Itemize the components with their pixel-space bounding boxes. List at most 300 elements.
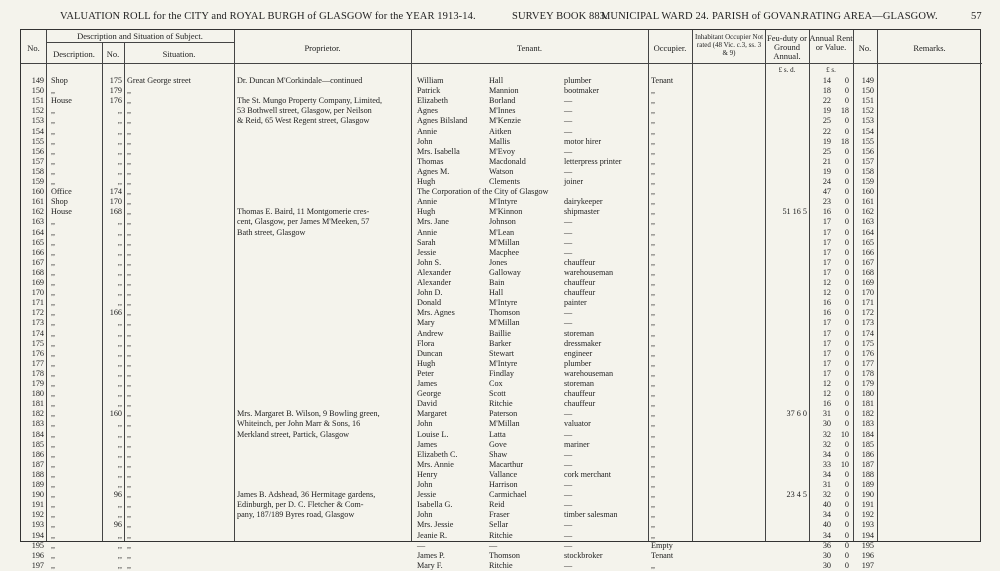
street-number-cell: 166: [109, 308, 122, 318]
description-cell: Shop: [51, 197, 68, 207]
rent-shillings-cell: 0: [844, 550, 849, 560]
tenant-first-name-cell: Thomas: [417, 156, 444, 166]
tenant-trade-cell: —: [564, 480, 573, 489]
rent-pounds-cell: 16: [822, 207, 831, 217]
description-cell: ,,: [51, 480, 56, 489]
tenant-trade-cell: —: [564, 530, 573, 540]
street-number-cell: ,,: [117, 136, 122, 146]
rent-shillings-cell: 0: [844, 166, 849, 176]
tenant-trade-cell: chauffeur: [564, 257, 596, 267]
rent-pounds-cell: 33: [822, 459, 831, 469]
rent-pounds-cell: 40: [822, 520, 831, 530]
occupier-cell: ,,: [651, 348, 656, 358]
occupier-cell: ,,: [651, 267, 656, 277]
tenant-first-name-cell: Duncan: [417, 348, 443, 358]
rent-pounds-cell: 25: [822, 146, 831, 156]
occupier-cell: ,,: [651, 166, 656, 176]
description-cell: ,,: [51, 368, 56, 378]
parish: PARISH of GOVAN.: [712, 11, 804, 22]
valuation-table: [20, 29, 981, 570]
street-number-cell: ,,: [117, 429, 122, 439]
rent-pounds-cell: 30: [822, 550, 831, 560]
row-number-right: 163: [861, 217, 874, 227]
row-number-right: 166: [861, 247, 874, 257]
rent-pounds-cell: 24: [822, 177, 831, 186]
rent-shillings-cell: 0: [844, 530, 849, 540]
street-number-cell: ,,: [117, 126, 122, 136]
rent-pounds-cell: 40: [822, 500, 831, 510]
tenant-surname-cell: M'Intyre: [489, 298, 518, 308]
feuduty-units: £ s. d.: [778, 66, 796, 74]
tenant-trade-cell: —: [564, 449, 573, 459]
rent-shillings-cell: 0: [844, 328, 849, 338]
description-cell: ,,: [51, 510, 56, 520]
row-number: 154: [31, 126, 44, 136]
rent-pounds-cell: 12: [822, 288, 831, 298]
proprietor-cell: James B. Adshead, 36 Hermitage gardens,: [237, 490, 376, 500]
description-cell: ,,: [51, 338, 56, 348]
col-situation-header: Situation.: [162, 49, 196, 59]
table-row: [21, 470, 982, 480]
tenant-surname-cell: Thomson: [489, 550, 520, 560]
street-number-cell: ,,: [117, 166, 122, 176]
street-number-cell: 170: [109, 197, 122, 207]
tenant-trade-cell: —: [564, 237, 573, 247]
row-number: 180: [31, 389, 44, 399]
row-number: 176: [31, 348, 44, 358]
row-number-right: 180: [861, 389, 874, 399]
row-number-right: 150: [861, 86, 874, 96]
tenant-surname-cell: M'Millan: [489, 237, 520, 247]
rent-pounds-cell: 17: [822, 267, 831, 277]
occupier-cell: ,,: [651, 520, 656, 530]
row-number-right: 170: [861, 288, 874, 298]
row-number: 158: [31, 166, 44, 176]
rent-shillings-cell: 0: [844, 257, 849, 267]
row-number-right: 175: [861, 338, 874, 348]
description-cell: ,,: [51, 328, 56, 338]
table-row: [21, 96, 982, 106]
table-row: [21, 268, 982, 278]
row-number: 153: [31, 116, 44, 126]
tenant-first-name-cell: Annie: [417, 197, 438, 207]
table-row: [21, 318, 982, 328]
rent-pounds-cell: 23: [822, 197, 831, 207]
tenant-trade-cell: valuator: [564, 419, 591, 429]
tenant-first-name-cell: Alexander: [417, 278, 452, 287]
table-row: [21, 258, 982, 268]
occupier-cell: ,,: [651, 560, 656, 570]
row-number-right: 186: [861, 449, 874, 459]
row-number-right: 181: [861, 399, 874, 409]
table-row: [21, 197, 982, 207]
occupier-cell: ,,: [651, 439, 656, 449]
street-number-cell: ,,: [117, 318, 122, 328]
street-number-cell: 160: [109, 409, 122, 419]
occupier-cell: Tenant: [651, 76, 674, 85]
tenant-trade-cell: —: [564, 166, 573, 176]
rent-pounds-cell: 17: [822, 217, 831, 227]
rent-shillings-cell: 0: [844, 288, 849, 298]
table-row: [21, 157, 982, 167]
tenant-first-name-cell: Mrs. Jessie: [417, 520, 454, 530]
street-number-cell: 179: [109, 86, 122, 96]
occupier-cell: ,,: [651, 177, 656, 186]
tenant-first-name-cell: Agnes Bilsland: [417, 116, 468, 126]
street-number-cell: ,,: [117, 247, 122, 257]
occupier-cell: ,,: [651, 318, 656, 328]
row-number: 165: [31, 237, 44, 247]
tenant-trade-cell: cork merchant: [564, 469, 612, 479]
situation-cell: ,,: [127, 490, 132, 500]
row-number-right: 162: [861, 207, 874, 217]
occupier-cell: ,,: [651, 298, 656, 308]
tenant-surname-cell: M'Evoy: [489, 146, 516, 156]
rent-shillings-cell: 0: [844, 197, 849, 207]
tenant-surname-cell: Clements: [489, 177, 520, 186]
rent-pounds-cell: 12: [822, 379, 831, 388]
rent-shillings-cell: 0: [844, 419, 849, 429]
rent-pounds-cell: 17: [822, 358, 831, 368]
situation-cell: ,,: [127, 328, 132, 338]
tenant-surname-cell: M'Millan: [489, 419, 520, 429]
situation-cell: ,,: [127, 348, 132, 358]
tenant-surname-cell: Shaw: [489, 449, 508, 459]
tenant-first-name-cell: Hugh: [417, 177, 436, 186]
row-number-right: 157: [861, 156, 874, 166]
rent-pounds-cell: 17: [822, 348, 831, 358]
street-number-cell: 96: [113, 490, 122, 500]
tenant-surname-cell: M'Kinnon: [489, 207, 523, 217]
rent-pounds-cell: 17: [822, 227, 831, 237]
tenant-first-name-cell: George: [417, 389, 441, 399]
row-number-right: 183: [861, 419, 874, 429]
tenant-trade-cell: —: [564, 459, 573, 469]
street-number-cell: 176: [109, 96, 122, 106]
situation-cell: ,,: [127, 520, 132, 530]
proprietor-cell: Whiteinch, per John Marr & Sons, 16: [237, 419, 361, 429]
tenant-first-name-cell: John S.: [417, 257, 442, 267]
occupier-cell: ,,: [651, 368, 656, 378]
occupier-cell: ,,: [651, 187, 656, 197]
street-number-cell: ,,: [117, 146, 122, 156]
row-number-right: 188: [861, 469, 874, 479]
rent-pounds-cell: 22: [822, 96, 831, 106]
col-tenant-header: Tenant.: [516, 43, 543, 53]
tenant-surname-cell: Sellar: [489, 520, 509, 530]
description-cell: ,,: [51, 278, 56, 287]
table-row: [21, 339, 982, 349]
description-cell: ,,: [51, 389, 56, 399]
rent-shillings-cell: 0: [844, 449, 849, 459]
street-number-cell: ,,: [117, 227, 122, 237]
occupier-cell: ,,: [651, 278, 656, 287]
tenant-trade-cell: bootmaker: [564, 86, 600, 96]
proprietor-cell: Thomas E. Baird, 11 Montgomerie cres-: [237, 207, 370, 217]
tenant-first-name-cell: Mrs. Jane: [417, 217, 449, 227]
proprietor-cell: Mrs. Margaret B. Wilson, 9 Bowling green,: [237, 409, 380, 419]
tenant-surname-cell: M'Intyre: [489, 197, 518, 207]
situation-cell: ,,: [127, 237, 132, 247]
tenant-surname-cell: Harrison: [489, 480, 518, 489]
tenant-surname-cell: Barker: [489, 338, 512, 348]
description-cell: ,,: [51, 86, 56, 96]
description-cell: ,,: [51, 106, 56, 116]
rent-pounds-cell: 32: [822, 429, 831, 439]
description-cell: ,,: [51, 409, 56, 419]
tenant-first-name-cell: Flora: [417, 338, 435, 348]
row-number: 168: [31, 267, 44, 277]
row-number: 190: [31, 490, 44, 500]
rent-pounds-cell: 12: [822, 278, 831, 287]
tenant-first-name-cell: Hugh: [417, 207, 436, 217]
situation-cell: ,,: [127, 308, 132, 318]
row-number-right: 194: [861, 530, 874, 540]
row-number: 173: [31, 318, 44, 328]
street-number-cell: ,,: [117, 257, 122, 267]
row-number-right: 197: [861, 560, 874, 570]
tenant-surname-cell: Vallance: [489, 469, 518, 479]
description-cell: House: [51, 96, 72, 106]
rent-shillings-cell: 0: [844, 267, 849, 277]
street-number-cell: ,,: [117, 177, 122, 186]
situation-cell: ,,: [127, 500, 132, 510]
proprietor-cell: Dr. Duncan M'Corkindale—continued: [237, 76, 363, 85]
tenant-trade-cell: —: [564, 520, 573, 530]
street-number-cell: ,,: [117, 338, 122, 348]
tenant-surname-cell: Ritchie: [489, 530, 513, 540]
feuduty-cell: 51 16 5: [782, 207, 807, 217]
street-number-cell: ,,: [117, 469, 122, 479]
table-row: [21, 541, 982, 551]
tenant-first-name-cell: Mary: [417, 318, 435, 328]
rent-pounds-cell: 17: [822, 328, 831, 338]
tenant-first-name-cell: Margaret: [417, 409, 447, 419]
tenant-trade-cell: —: [564, 490, 573, 500]
occupier-cell: ,,: [651, 510, 656, 520]
tenant-trade-cell: —: [564, 217, 573, 227]
row-number-right: 176: [861, 348, 874, 358]
situation-cell: ,,: [127, 368, 132, 378]
tenant-first-name-cell: Mrs. Annie: [417, 459, 454, 469]
rent-shillings-cell: 0: [844, 156, 849, 166]
row-number-right: 172: [861, 308, 874, 318]
table-row: [21, 480, 982, 490]
row-number-right: 160: [861, 187, 874, 197]
situation-cell: ,,: [127, 247, 132, 257]
tenant-first-name-cell: Annie: [417, 227, 438, 237]
tenant-trade-cell: chauffeur: [564, 288, 596, 298]
street-number-cell: ,,: [117, 237, 122, 247]
situation-cell: ,,: [127, 439, 132, 449]
row-number-right: 190: [861, 490, 874, 500]
table-row: [21, 248, 982, 258]
occupier-cell: ,,: [651, 379, 656, 388]
rent-shillings-cell: 0: [844, 358, 849, 368]
occupier-cell: ,,: [651, 358, 656, 368]
description-cell: ,,: [51, 217, 56, 227]
tenant-first-name-cell: Louise L.: [417, 429, 449, 439]
street-number-cell: ,,: [117, 278, 122, 287]
rent-shillings-cell: 0: [844, 469, 849, 479]
tenant-first-name-cell: Jeanie R.: [417, 530, 448, 540]
description-cell: ,,: [51, 550, 56, 560]
description-cell: ,,: [51, 166, 56, 176]
row-number-right: 164: [861, 227, 874, 237]
description-cell: ,,: [51, 399, 56, 409]
proprietor-cell: The St. Mungo Property Company, Limited,: [237, 96, 383, 106]
table-row: [21, 116, 982, 126]
situation-cell: ,,: [127, 469, 132, 479]
rent-pounds-cell: 30: [822, 560, 831, 570]
description-cell: ,,: [51, 429, 56, 439]
feuduty-cell: 23 4 5: [786, 490, 807, 500]
row-number: 197: [31, 560, 44, 570]
tenant-trade-cell: —: [564, 106, 573, 116]
occupier-cell: ,,: [651, 217, 656, 227]
description-cell: ,,: [51, 560, 56, 570]
rent-pounds-cell: 32: [822, 439, 831, 449]
rent-shillings-cell: 0: [844, 500, 849, 510]
occupier-cell: ,,: [651, 126, 656, 136]
rent-shillings-cell: 0: [844, 490, 849, 500]
situation-cell: ,,: [127, 288, 132, 298]
tenant-surname-cell: Borland: [489, 96, 516, 106]
tenant-first-name-cell: Jessie: [417, 490, 437, 500]
table-row: [21, 207, 982, 217]
tenant-surname-cell: Paterson: [489, 409, 518, 419]
row-number-right: 168: [861, 267, 874, 277]
tenant-surname-cell: Gove: [489, 439, 507, 449]
situation-cell: ,,: [127, 106, 132, 116]
rent-shillings-cell: 0: [844, 409, 849, 419]
tenant-first-name-cell: William: [417, 76, 444, 85]
rent-pounds-cell: 17: [822, 318, 831, 328]
tenant-first-name-cell: Elizabeth: [417, 96, 448, 106]
col-description-header: Description.: [53, 49, 95, 59]
situation-cell: ,,: [127, 156, 132, 166]
tenant-trade-cell: —: [564, 500, 573, 510]
rent-pounds-cell: 32: [822, 490, 831, 500]
rent-pounds-cell: 21: [822, 156, 831, 166]
table-row: [21, 147, 982, 157]
table-row: [21, 450, 982, 460]
occupier-cell: ,,: [651, 308, 656, 318]
table-row: [21, 389, 982, 399]
rent-shillings-cell: 0: [844, 116, 849, 126]
description-cell: ,,: [51, 490, 56, 500]
tenant-trade-cell: warehouseman: [564, 267, 614, 277]
row-number: 172: [31, 308, 44, 318]
rent-pounds-cell: 34: [822, 510, 831, 520]
tenant-surname-cell: M'Millan: [489, 318, 520, 328]
row-number: 151: [31, 96, 44, 106]
situation-cell: ,,: [127, 358, 132, 368]
rent-shillings-cell: 0: [844, 298, 849, 308]
situation-cell: ,,: [127, 550, 132, 560]
description-cell: ,,: [51, 379, 56, 388]
rent-shillings-cell: 0: [844, 217, 849, 227]
rent-shillings-cell: 0: [844, 379, 849, 388]
description-cell: ,,: [51, 308, 56, 318]
survey-book: SURVEY BOOK 883.: [512, 11, 608, 22]
col-remarks-header: Remarks.: [913, 43, 946, 53]
rent-shillings-cell: 0: [844, 227, 849, 237]
rent-pounds-cell: 31: [822, 480, 831, 489]
street-number-cell: ,,: [117, 419, 122, 429]
occupier-cell: ,,: [651, 197, 656, 207]
rent-shillings-cell: 0: [844, 247, 849, 257]
description-cell: ,,: [51, 530, 56, 540]
table-row: [21, 500, 982, 510]
tenant-trade-cell: plumber: [564, 358, 592, 368]
tenant-surname-cell: Ritchie: [489, 399, 513, 409]
street-number-cell: ,,: [117, 399, 122, 409]
row-number: 174: [31, 328, 44, 338]
situation-cell: ,,: [127, 207, 132, 217]
tenant-first-name-cell: James P.: [417, 550, 445, 560]
description-cell: ,,: [51, 257, 56, 267]
street-number-cell: ,,: [117, 389, 122, 399]
row-number: 193: [31, 520, 44, 530]
description-cell: ,,: [51, 247, 56, 257]
rent-pounds-cell: 17: [822, 368, 831, 378]
table-row: [21, 460, 982, 470]
tenant-first-name-cell: Sarah: [417, 237, 436, 247]
tenant-surname-cell: Scott: [489, 389, 506, 399]
table-row: [21, 409, 982, 419]
tenant-first-name-cell: Hugh: [417, 358, 436, 368]
row-number: 169: [31, 278, 44, 287]
occupier-cell: ,,: [651, 207, 656, 217]
situation-cell: ,,: [127, 298, 132, 308]
row-number-right: 185: [861, 439, 874, 449]
street-number-cell: ,,: [117, 459, 122, 469]
tenant-surname-cell: Macdonald: [489, 156, 526, 166]
tenant-surname-cell: Macarthur: [489, 459, 524, 469]
tenant-trade-cell: dressmaker: [564, 338, 602, 348]
table-row: [21, 86, 982, 96]
situation-cell: ,,: [127, 146, 132, 156]
row-number-right: 177: [861, 358, 874, 368]
description-cell: ,,: [51, 520, 56, 530]
tenant-first-name-cell: Agnes: [417, 106, 438, 116]
row-number-right: 161: [861, 197, 874, 207]
rent-pounds-cell: 16: [822, 399, 831, 409]
street-number-cell: ,,: [117, 217, 122, 227]
page-number: 57: [971, 11, 982, 22]
street-number-cell: ,,: [117, 510, 122, 520]
table-row: [21, 106, 982, 116]
rent-shillings-cell: 0: [844, 389, 849, 399]
table-row: [21, 531, 982, 541]
row-number-right: 158: [861, 166, 874, 176]
occupier-cell: ,,: [651, 328, 656, 338]
rent-shillings-cell: 0: [844, 146, 849, 156]
row-number: 171: [31, 298, 44, 308]
description-cell: ,,: [51, 227, 56, 237]
occupier-cell: Empty: [651, 540, 673, 550]
row-number: 159: [31, 177, 44, 186]
rent-pounds-cell: 17: [822, 237, 831, 247]
row-number-right: 149: [861, 76, 874, 85]
row-number-right: 155: [861, 136, 874, 146]
description-cell: ,,: [51, 500, 56, 510]
table-row: [21, 399, 982, 409]
description-cell: Shop: [51, 76, 68, 85]
street-number-cell: ,,: [117, 267, 122, 277]
situation-cell: ,,: [127, 126, 132, 136]
